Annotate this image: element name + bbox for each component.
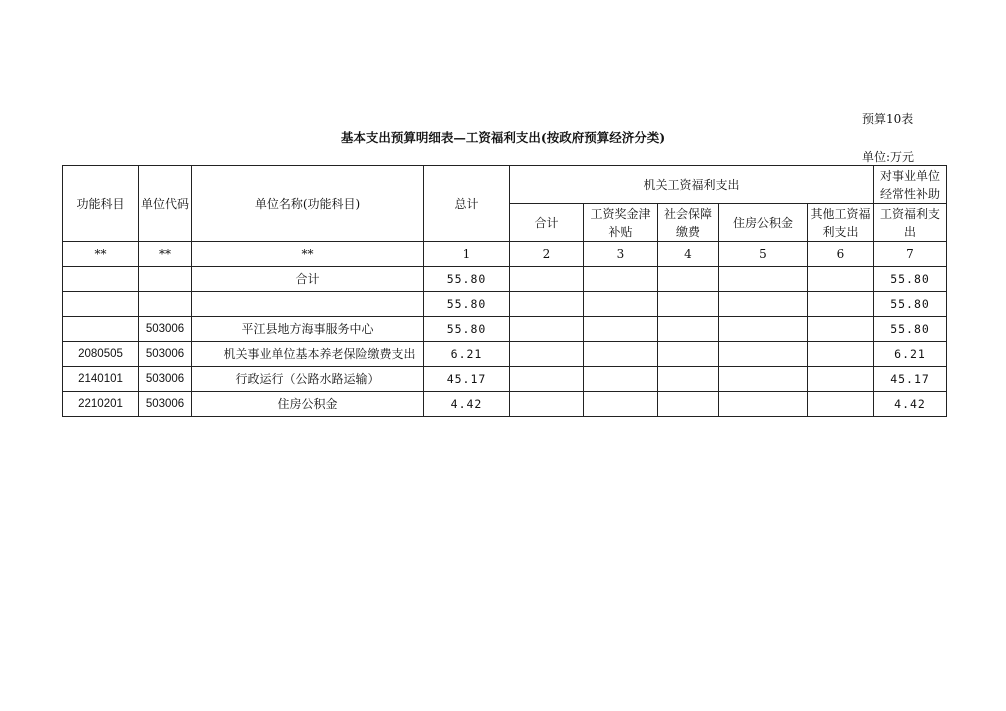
func-subject-cell: 2080505 (63, 342, 139, 367)
total-cell: 6.21 (424, 342, 510, 367)
table-row (63, 342, 947, 367)
func-subject-cell (63, 267, 139, 292)
value-cell (719, 267, 808, 292)
index-row (63, 242, 947, 267)
value-cell (808, 317, 874, 342)
index-cell: 2 (510, 242, 584, 267)
value-cell (658, 367, 719, 392)
header-unit-code: 单位代码 (139, 166, 192, 242)
value-cell (719, 342, 808, 367)
table-row (63, 292, 947, 317)
value-cell (808, 342, 874, 367)
value-cell: 45.17 (874, 367, 947, 392)
unit-name-cell: 平江县地方海事服务中心 (192, 317, 424, 342)
index-cell: 3 (584, 242, 658, 267)
value-cell (808, 267, 874, 292)
unit-label: 单位:万元 (862, 150, 915, 164)
func-subject-cell (63, 292, 139, 317)
value-cell (584, 342, 658, 367)
budget-table (62, 165, 947, 417)
value-cell (584, 392, 658, 417)
index-cell: ** (139, 242, 192, 267)
table-row (63, 367, 947, 392)
value-cell (719, 317, 808, 342)
total-cell: 55.80 (424, 267, 510, 292)
index-cell: 4 (658, 242, 719, 267)
index-cell: 1 (424, 242, 510, 267)
value-cell (719, 392, 808, 417)
value-cell (658, 292, 719, 317)
value-cell (658, 317, 719, 342)
index-cell: ** (192, 242, 424, 267)
value-cell: 4.42 (874, 392, 947, 417)
value-cell (658, 392, 719, 417)
table-row (63, 392, 947, 417)
unit-name-cell: 合计 (192, 267, 424, 292)
value-cell: 6.21 (874, 342, 947, 367)
value-cell (510, 317, 584, 342)
value-cell: 55.80 (874, 267, 947, 292)
unit-code-cell: 503006 (139, 392, 192, 417)
header-sub-wage: 工资奖金津补贴 (584, 204, 658, 242)
header-func-subject: 功能科目 (63, 166, 139, 242)
total-cell: 55.80 (424, 292, 510, 317)
index-cell: ** (63, 242, 139, 267)
value-cell: 55.80 (874, 292, 947, 317)
total-cell: 4.42 (424, 392, 510, 417)
unit-name-cell (192, 292, 424, 317)
unit-code-cell: 503006 (139, 367, 192, 392)
unit-name-cell: 机关事业单位基本养老保险缴费支出 (192, 342, 424, 367)
value-cell (510, 367, 584, 392)
index-cell: 5 (719, 242, 808, 267)
header-sub-inst-wage: 工资福利支出 (874, 204, 947, 242)
unit-code-cell: 503006 (139, 317, 192, 342)
index-cell: 7 (874, 242, 947, 267)
value-cell (584, 367, 658, 392)
value-cell (658, 342, 719, 367)
unit-code-cell (139, 267, 192, 292)
table-number: 预算10表 (862, 112, 914, 126)
header-unit-name: 单位名称(功能科目) (192, 166, 424, 242)
page-title: 基本支出预算明细表—工资福利支出(按政府预算经济分类) (340, 130, 666, 145)
value-cell (658, 267, 719, 292)
index-cell: 6 (808, 242, 874, 267)
func-subject-cell: 2210201 (63, 392, 139, 417)
total-cell: 55.80 (424, 317, 510, 342)
header-sub-total: 合计 (510, 204, 584, 242)
header-total: 总计 (424, 166, 510, 242)
value-cell (584, 267, 658, 292)
func-subject-cell (63, 317, 139, 342)
header-org-group: 机关工资福利支出 (510, 166, 874, 204)
value-cell (584, 317, 658, 342)
table-row (63, 267, 947, 292)
value-cell (808, 367, 874, 392)
header-sub-housing: 住房公积金 (719, 204, 808, 242)
value-cell (510, 267, 584, 292)
header-sub-social: 社会保障缴费 (658, 204, 719, 242)
value-cell (510, 392, 584, 417)
value-cell (510, 292, 584, 317)
header-inst-group: 对事业单位经常性补助 (874, 166, 947, 204)
unit-name-cell: 住房公积金 (192, 392, 424, 417)
value-cell (719, 367, 808, 392)
table-row (63, 317, 947, 342)
value-cell (584, 292, 658, 317)
unit-code-cell (139, 292, 192, 317)
value-cell: 55.80 (874, 317, 947, 342)
header-sub-other: 其他工资福利支出 (808, 204, 874, 242)
total-cell: 45.17 (424, 367, 510, 392)
value-cell (719, 292, 808, 317)
unit-name-cell: 行政运行（公路水路运输） (192, 367, 424, 392)
unit-code-cell: 503006 (139, 342, 192, 367)
value-cell (808, 292, 874, 317)
func-subject-cell: 2140101 (63, 367, 139, 392)
value-cell (510, 342, 584, 367)
value-cell (808, 392, 874, 417)
